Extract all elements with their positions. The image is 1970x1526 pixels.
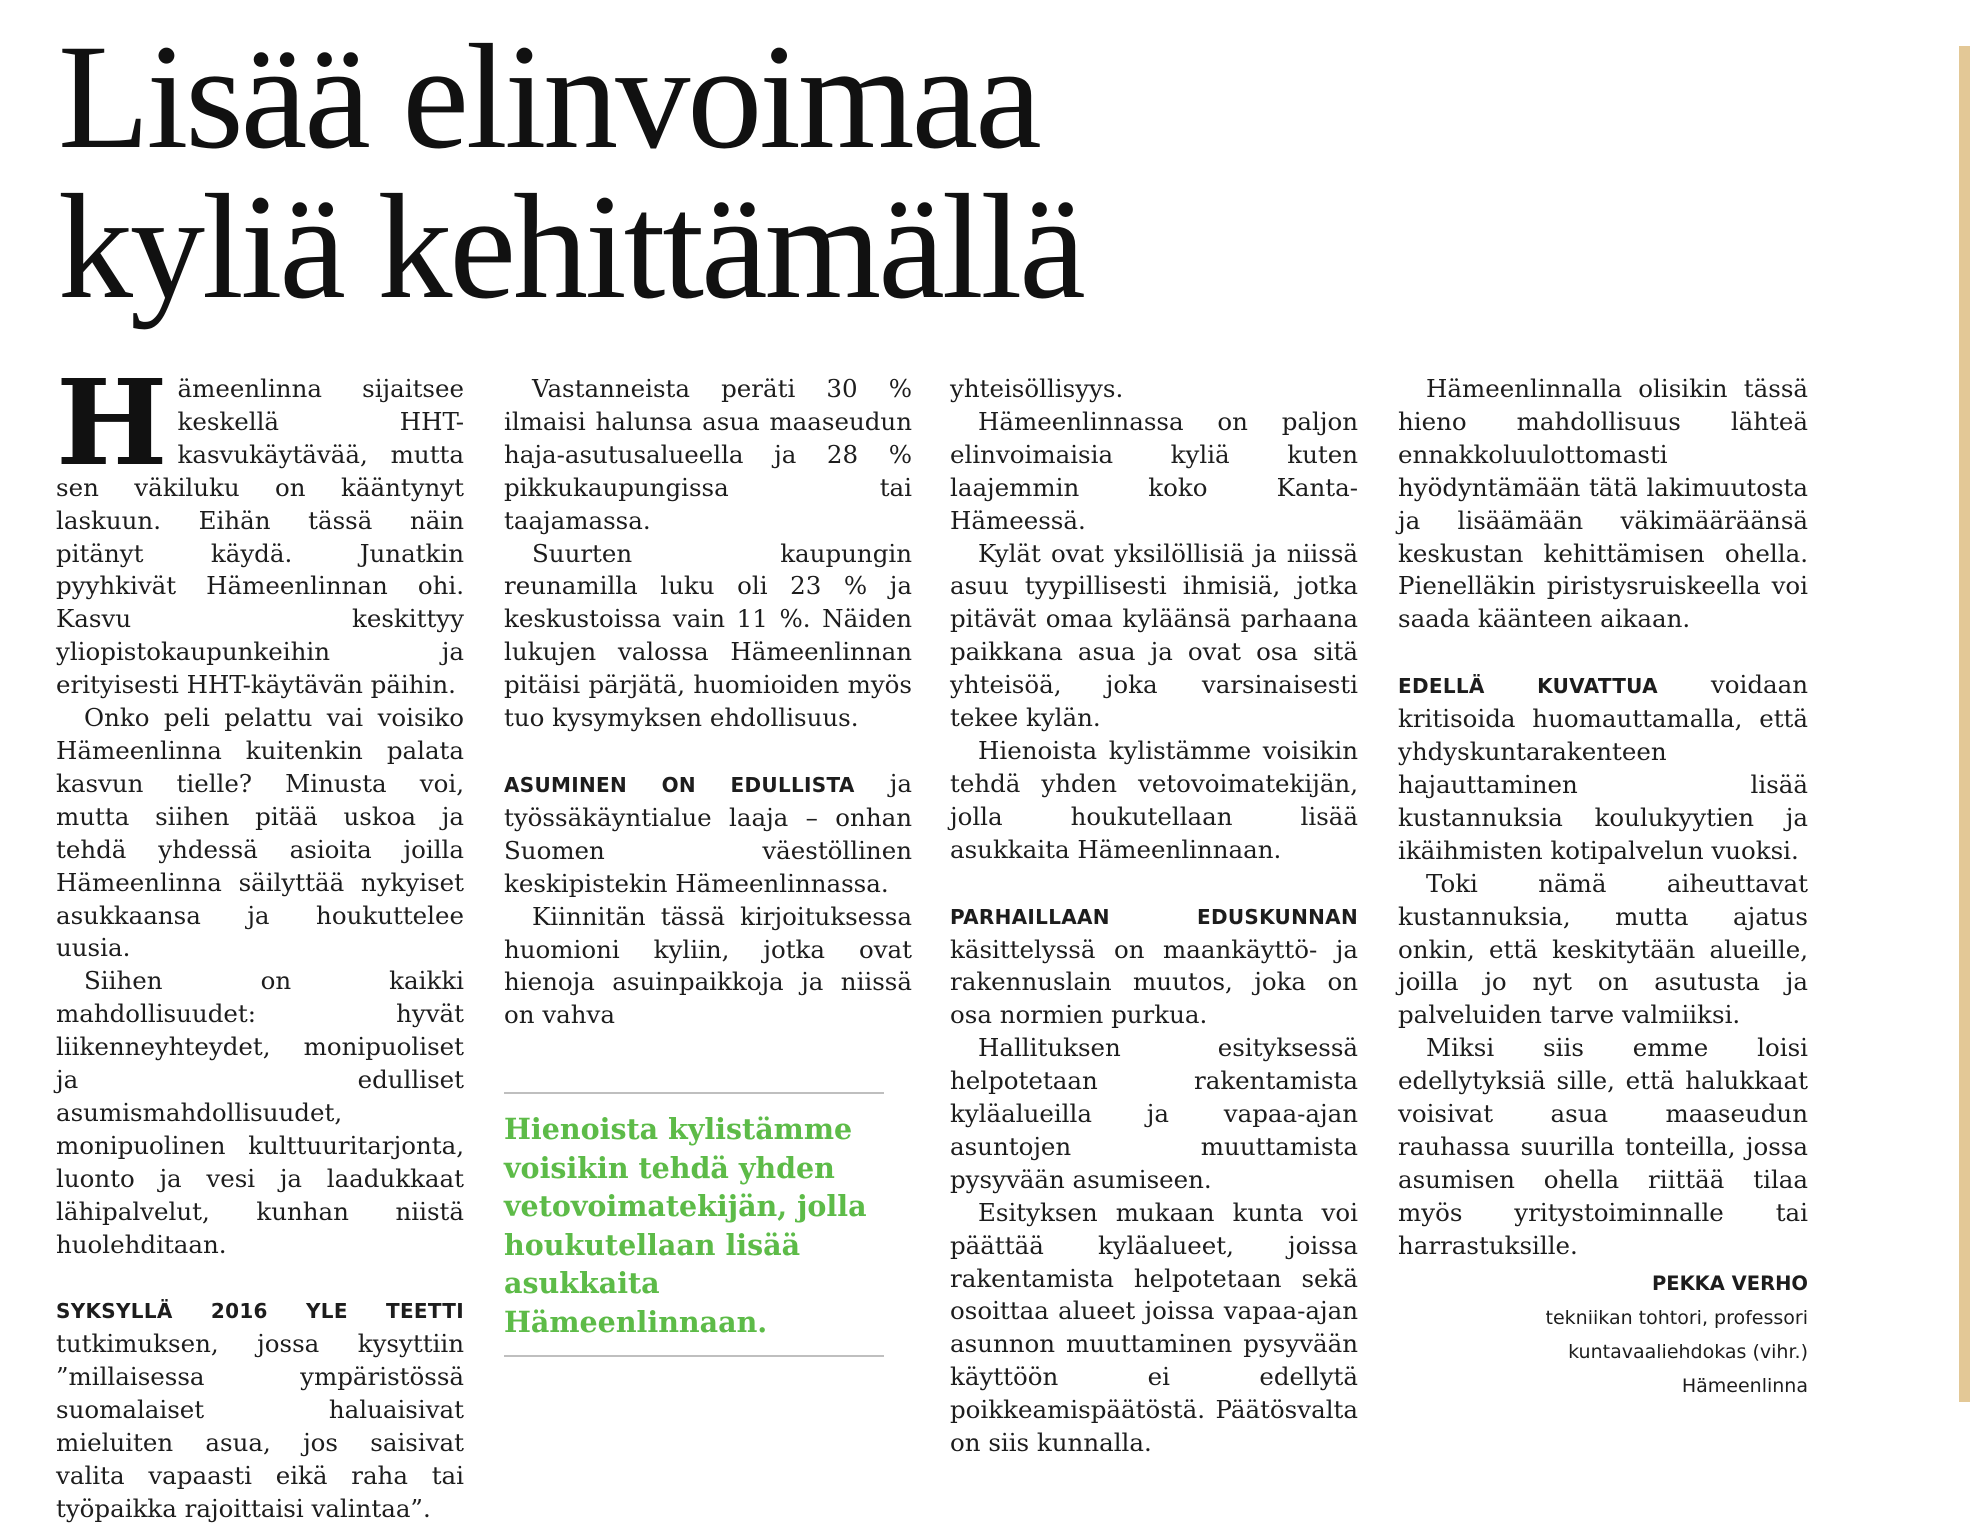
column-1	[56, 353, 464, 1526]
column-3	[950, 373, 1358, 1460]
paragraph: Suurten kaupungin reunamilla luku oli 23 % ja keskustoissa vain 11 %. Näiden lukujen valossa Hämeenlinnan pitäisi pärjätä, huomioiden myös tuo kysymyksen ehdollisuus.	[504, 538, 912, 733]
pull-quote-text: Hienoista kylistämme voisikin tehdä yhden vetovoimatekijän, jolla houkutellaan lisää asukkaita Hämeenlinnaan.	[504, 1112, 867, 1339]
section-lead: EDELLÄ KUVATTUA	[1398, 674, 1658, 699]
article-headline	[58, 14, 1083, 330]
drop-cap: H	[56, 353, 168, 492]
paragraph: Hämeenlinnassa on paljon elinvoimaisia kyliä kuten laajemmin koko Kanta-Hämeessä.	[950, 406, 1358, 535]
column-4	[1398, 373, 1808, 1403]
paragraph: Siihen on kaikki mahdollisuudet: hyvät liikenneyhteydet, monipuoliset ja edulliset asumismahdollisuudet, monipuolinen kulttuuritarjonta, luonto ja vesi ja laadukkaat lähipalvelut, kunhan niistä huolehditaan.	[56, 966, 464, 1259]
section-paragraph	[56, 1294, 464, 1525]
section-paragraph	[1398, 669, 1808, 867]
headline-line-2: kyliä kehittämällä	[58, 164, 1083, 330]
author-title: tekniikan tohtori, professori	[1545, 1306, 1808, 1329]
paragraph: Miksi siis emme loisi edellytyksiä sille, että halukkaat voisivat asua maaseudun rauhassa suurilla tonteilla, jossa asumisen ohella riittää tilaa myös yritystoiminnalle tai harrastuksille.	[1398, 1033, 1808, 1260]
paragraph-text: voidaan kritisoida huomauttamalla, että yhdyskuntarakenteen hajauttaminen lisää kustannuksia koulukyytien ja ikäihmisten kotipalvelun vuoksi.	[1398, 670, 1808, 865]
paragraph: Kylät ovat yksilöllisiä ja niissä asuu tyypillisesti ihmisiä, jotka pitävät omaa kyläänsä parhaana paikkana asua ja ovat osa sitä yhteisöä, joka varsinaisesti tekee kylän.	[950, 538, 1358, 733]
paragraph: Vastanneista peräti 30 % ilmaisi halunsa asua maaseudun haja-asutusalueella ja 28 % pikkukaupungissa tai taajamassa.	[504, 374, 912, 535]
section-paragraph	[504, 768, 912, 901]
paragraph: Kiinnitän tässä kirjoituksessa huomioni kyliin, jotka ovat hienoja asuinpaikkoja ja niissä on vahva	[504, 901, 912, 1030]
column-2	[504, 373, 912, 1032]
paragraph: Hienoista kylistämme voisikin tehdä yhden vetovoimatekijän, jolla houkutellaan lisää asukkaita Hämeenlinnaan.	[950, 735, 1358, 864]
paragraph: Toki nämä aiheuttavat kustannuksia, mutta ajatus onkin, että keskitytään alueille, joilla jo nyt on asutusta ja palveluiden tarve valmiiksi.	[1398, 868, 1808, 1030]
paragraph-text: ja työssäkäyntialue laaja – onhan Suomen väestöllinen keskipistekin Hämeenlinnassa.	[504, 768, 912, 898]
author-byline	[1398, 1267, 1808, 1403]
page-edge-bar	[1959, 46, 1970, 1402]
paragraph: yhteisöllisyys.	[950, 374, 1124, 403]
author-name: PEKKA VERHO	[1651, 1271, 1808, 1295]
author-city: Hämeenlinna	[1681, 1374, 1808, 1397]
section-lead: PARHAILLAAN EDUSKUNNAN	[950, 904, 1358, 929]
section-lead: ASUMINEN ON EDULLISTA	[504, 772, 855, 797]
paragraph: Hallituksen esityksessä helpotetaan rakentamista kyläalueilla ja vapaa-ajan asuntojen muuttamista pysyvään asumiseen.	[950, 1033, 1358, 1194]
section-paragraph	[950, 900, 1358, 1033]
headline-line-1: Lisää elinvoimaa	[58, 14, 1039, 180]
paragraph: Onko peli pelattu vai voisiko Hämeenlinna kuitenkin palata kasvun tielle? Minusta voi, mutta siihen pitää uskoa ja tehdä yhdessä asioita joilla Hämeenlinna säilyttää nykyiset asukkaansa ja houkuttelee uusia.	[56, 703, 464, 963]
paragraph-text: tutkimuksen, jossa kysyttiin ”millaisessa ympäristössä suomalaiset haluaisivat mieluiten asua, jos saisivat valita vapaasti eikä raha tai työpaikka rajoittaisi valintaa”.	[56, 1329, 464, 1523]
section-lead: SYKSYLLÄ 2016 YLE TEETTI	[56, 1299, 464, 1324]
pull-quote	[504, 1092, 884, 1357]
paragraph-text: ämeenlinna sijaitsee keskellä HHT-kasvukäytävää, mutta sen väkiluku on kääntynyt laskuun. Eihän tässä näin pitänyt käydä. Junatkin pyyhkivät Hämeenlinnan ohi. Kasvu keskittyy yliopistokaupunkeihin ja erityisesti HHT-käytävän päihin.	[56, 374, 464, 700]
paragraph: Hämeenlinnalla olisikin tässä hieno mahdollisuus lähteä ennakkoluulottomasti hyödyntämään tätä lakimuutosta ja lisäämään väkimääräänsä keskustan kehittämisen ohella. Pienelläkin piristysruiskeella voi saada käänteen aikaan.	[1398, 374, 1808, 634]
author-role: kuntavaaliehdokas (vihr.)	[1568, 1340, 1808, 1363]
intro-paragraph	[56, 353, 464, 702]
paragraph-text: käsittelyssä on maankäyttö- ja rakennuslain muutos, joka on osa normien purkua.	[950, 934, 1358, 1030]
paragraph: Esityksen mukaan kunta voi päättää kyläalueet, joissa rakentamista helpotetaan sekä osoittaa alueet joissa vapaa-ajan asunnon muuttaminen pysyvään käyttöön ei edellytä poikkeamispäätöstä. Päätösvalta on siis kunnalla.	[950, 1197, 1358, 1458]
